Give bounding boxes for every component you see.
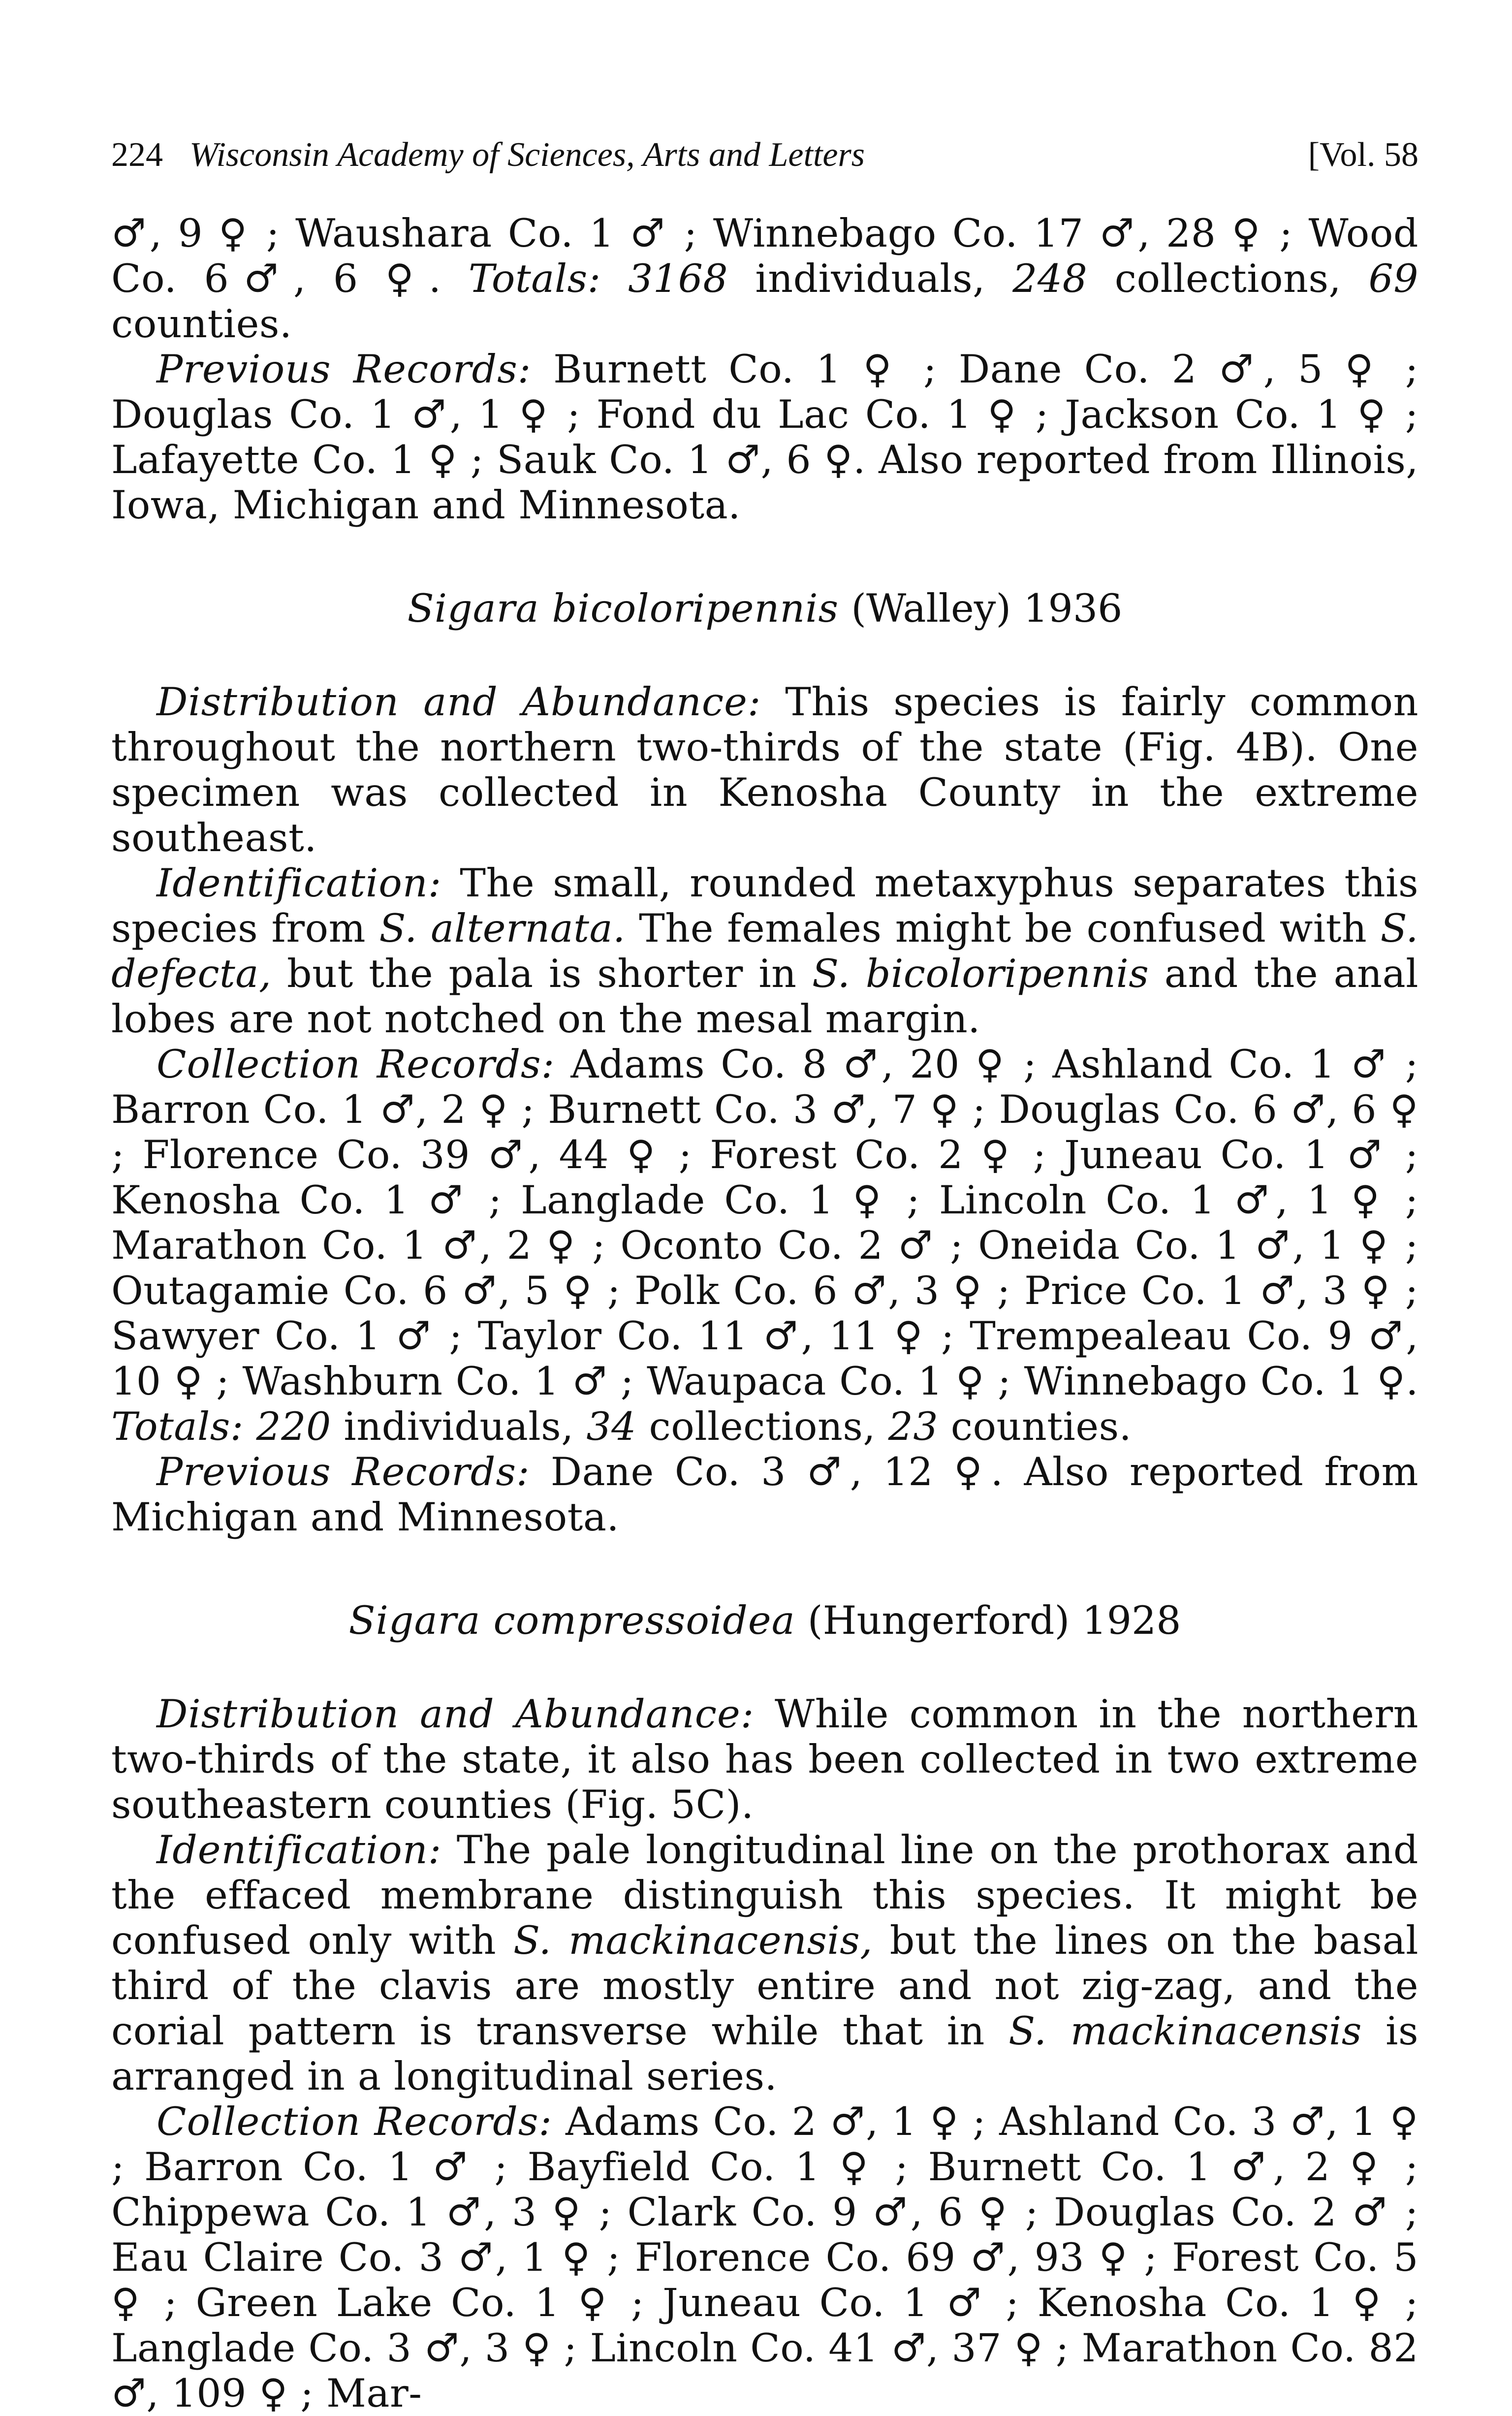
totals-collections-word: collections, [636,1404,888,1449]
totals-individuals: 220 [256,1404,331,1449]
journal-title: Wisconsin Academy of Sciences, Arts and Letters [189,136,865,174]
totals-collections: 34 [586,1404,636,1449]
identification-label: Identification: [157,860,442,906]
previous-records-paragraph [111,1449,1418,1540]
continued-records-paragraph [111,211,1418,347]
identification-text: The small, rounded metaxyphus separates this species from [111,860,1418,951]
species-authority: (Hungerford) 1928 [795,1598,1181,1643]
collection-records-paragraph [111,1042,1418,1449]
totals-counties: 69 [1368,256,1418,301]
collection-records-paragraph [111,2099,1418,2416]
collection-records-text: Adams Co. 2 ♂, 1 ♀ ; Ashland Co. 3 ♂, 1 ♀ ; Barron Co. 1 ♂ ; Bayfield Co. 1 ♀ ; Burnett Co. 1 ♂, 2 ♀ ; Chippewa Co. 1 ♂, 3 ♀ ; Clark Co. 9 ♂, 6 ♀ ; Douglas Co. 2 ♂ ; Eau Claire Co. 3 ♂, 1 ♀ ; Florence Co. 69 ♂, 93 ♀ ; Forest Co. 5 ♀ ; Green Lake Co. 1 ♀ ; Juneau Co. 1 ♂ ; Kenosha Co. 1 ♀ ; Langlade Co. 3 ♂, 3 ♀ ; Lincoln Co. 41 ♂, 37 ♀ ; Marathon Co. 82 ♂, 109 ♀ ; Mar- [111,2099,1419,2416]
previous-records-label: Previous Records: [157,1449,530,1494]
totals-counties-word: counties. [111,301,292,347]
identification-text: The pale longitudinal line on the prothorax and the effaced membrane distinguish this species. It might be confused only with [111,1827,1418,1963]
species-reference: S. mackinacensis, [513,1918,873,1963]
totals-counties-word: counties. [938,1404,1132,1449]
totals-collections-word: collections, [1087,256,1369,301]
identification-text: The females might be confused with [625,906,1381,951]
identification-label: Identification: [157,1827,442,1873]
collection-records-text: Adams Co. 8 ♂, 20 ♀ ; Ashland Co. 1 ♂ ; Barron Co. 1 ♂, 2 ♀ ; Burnett Co. 3 ♂, 7 ♀ ; Douglas Co. 6 ♂, 6 ♀ ; Florence Co. 39 ♂, 44 ♀ ; Forest Co. 2 ♀ ; Juneau Co. 1 ♂ ; Kenosha Co. 1 ♂ ; Langlade Co. 1 ♀ ; Lincoln Co. 1 ♂, 1 ♀ ; Marathon Co. 1 ♂, 2 ♀ ; Oconto Co. 2 ♂ ; Oneida Co. 1 ♂, 1 ♀ ; Outagamie Co. 6 ♂, 5 ♀ ; Polk Co. 6 ♂, 3 ♀ ; Price Co. 1 ♂, 3 ♀ ; Sawyer Co. 1 ♂ ; Taylor Co. 11 ♂, 11 ♀ ; Trempealeau Co. 9 ♂, 10 ♀ ; Washburn Co. 1 ♂ ; Waupaca Co. 1 ♀ ; Winnebago Co. 1 ♀. [111,1042,1418,1404]
totals-individuals-word: individuals, [728,256,1013,301]
previous-records-text: Dane Co. 3 ♂, 12 ♀. Also reported from Michigan and Minnesota. [111,1449,1418,1540]
distribution-label: Distribution and Abundance: [157,1691,755,1737]
identification-paragraph [111,1827,1418,2099]
species-reference: S. alternata. [379,906,626,951]
page-number: 224 [111,136,163,174]
species-reference: S. mackinacensis [1008,2008,1362,2054]
volume-label: [Vol. 58 [1308,136,1418,174]
distribution-paragraph [111,1691,1418,1827]
species-heading-bicoloripennis [111,586,1418,631]
previous-records-text: Burnett Co. 1 ♀ ; Dane Co. 2 ♂, 5 ♀ ; Douglas Co. 1 ♂, 1 ♀ ; Fond du Lac Co. 1 ♀ ; Jackson Co. 1 ♀ ; Lafayette Co. 1 ♀ ; Sauk Co. 1 ♂, 6 ♀. Also reported from Illinois, Iowa, Michigan and Minnesota. [111,347,1419,528]
species-name: Sigara compressoidea [348,1598,795,1643]
species-reference: S. bicoloripennis [812,951,1149,996]
distribution-paragraph [111,679,1418,860]
totals-label: Totals: [111,1404,244,1449]
totals-collections: 248 [1012,256,1088,301]
totals-label: Totals: [468,256,601,301]
species-reference: S. defecta, [111,906,1419,996]
running-header [111,138,1418,172]
identification-text: but the lines on the basal third of the clavis are mostly entire and not zig-zag, and the corial pattern is transverse while that in [111,1918,1419,2054]
species-name: Sigara bicoloripennis [407,586,839,631]
collection-records-label: Collection Records: [157,2099,552,2144]
species-authority: (Walley) 1936 [839,586,1123,631]
previous-records-paragraph [111,347,1418,528]
identification-text: but the pala is shorter in [271,951,812,996]
totals-counties: 23 [888,1404,939,1449]
continued-records-text: ♂, 9 ♀ ; Waushara Co. 1 ♂ ; Winnebago Co. 17 ♂, 28 ♀ ; Wood Co. 6♂, 6 ♀. [111,211,1418,301]
collection-records-label: Collection Records: [157,1042,555,1087]
totals-individuals-word: individuals, [331,1404,587,1449]
distribution-label: Distribution and Abundance: [157,679,761,725]
distribution-text: This species is fairly common throughout the northern two-thirds of the state (Fig. 4B). One specimen was collected in Kenosha County in the extreme southeast. [111,679,1418,860]
distribution-text: While common in the northern two-thirds of the state, it also has been collected in two extreme southeastern counties (Fig. 5C). [111,1691,1418,1827]
identification-text: and the anal lobes are not notched on the mesal margin. [111,951,1418,1042]
totals-individuals: 3168 [628,256,728,301]
species-heading-compressoidea [111,1598,1418,1643]
identification-text: is arranged in a longitudinal series. [111,2008,1418,2099]
identification-paragraph [111,860,1418,1042]
previous-records-label: Previous Records: [157,347,532,392]
